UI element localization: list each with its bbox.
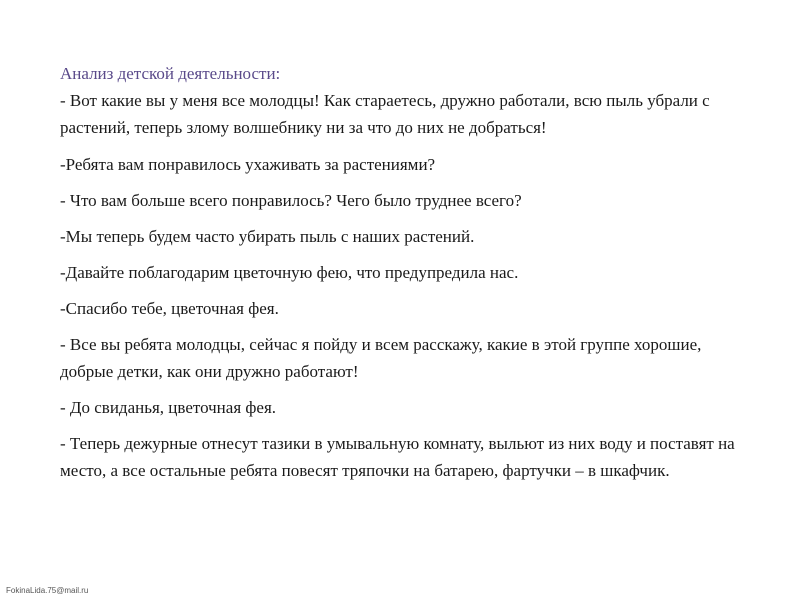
paragraph: -Ребята вам понравилось ухаживать за растениями? <box>60 155 436 174</box>
text-block <box>60 60 750 493</box>
paragraph: - Все вы ребята молодцы, сейчас я пойду и всем расскажу, какие в этой группе хорошие, добрые детки, как они дружно работают! <box>60 335 702 381</box>
paragraph: - Теперь дежурные отнесут тазики в умывальную комнату, выльют из них воду и поставят на место, а все остальные ребята повесят тряпочки на батарею, фартучки – в шкафчик. <box>60 434 735 480</box>
paragraph: - До свиданья, цветочная фея. <box>60 398 277 417</box>
paragraph: - Вот какие вы у меня все молодцы! Как стараетесь, дружно работали, всю пыль убрали с растений, теперь злому волшебнику ни за что до них не добраться! <box>60 91 710 137</box>
paragraph: -Давайте поблагодарим цветочную фею, что предупредила нас. <box>60 263 519 282</box>
footer-email: FokinaLida.75@mail.ru <box>6 586 89 595</box>
paragraph: -Спасибо тебе, цветочная фея. <box>60 299 279 318</box>
paragraph: - Что вам больше всего понравилось? Чего было труднее всего? <box>60 191 522 210</box>
heading: Анализ детской деятельности: <box>60 64 281 83</box>
paragraph: -Мы теперь будем часто убирать пыль с наших растений. <box>60 227 475 246</box>
